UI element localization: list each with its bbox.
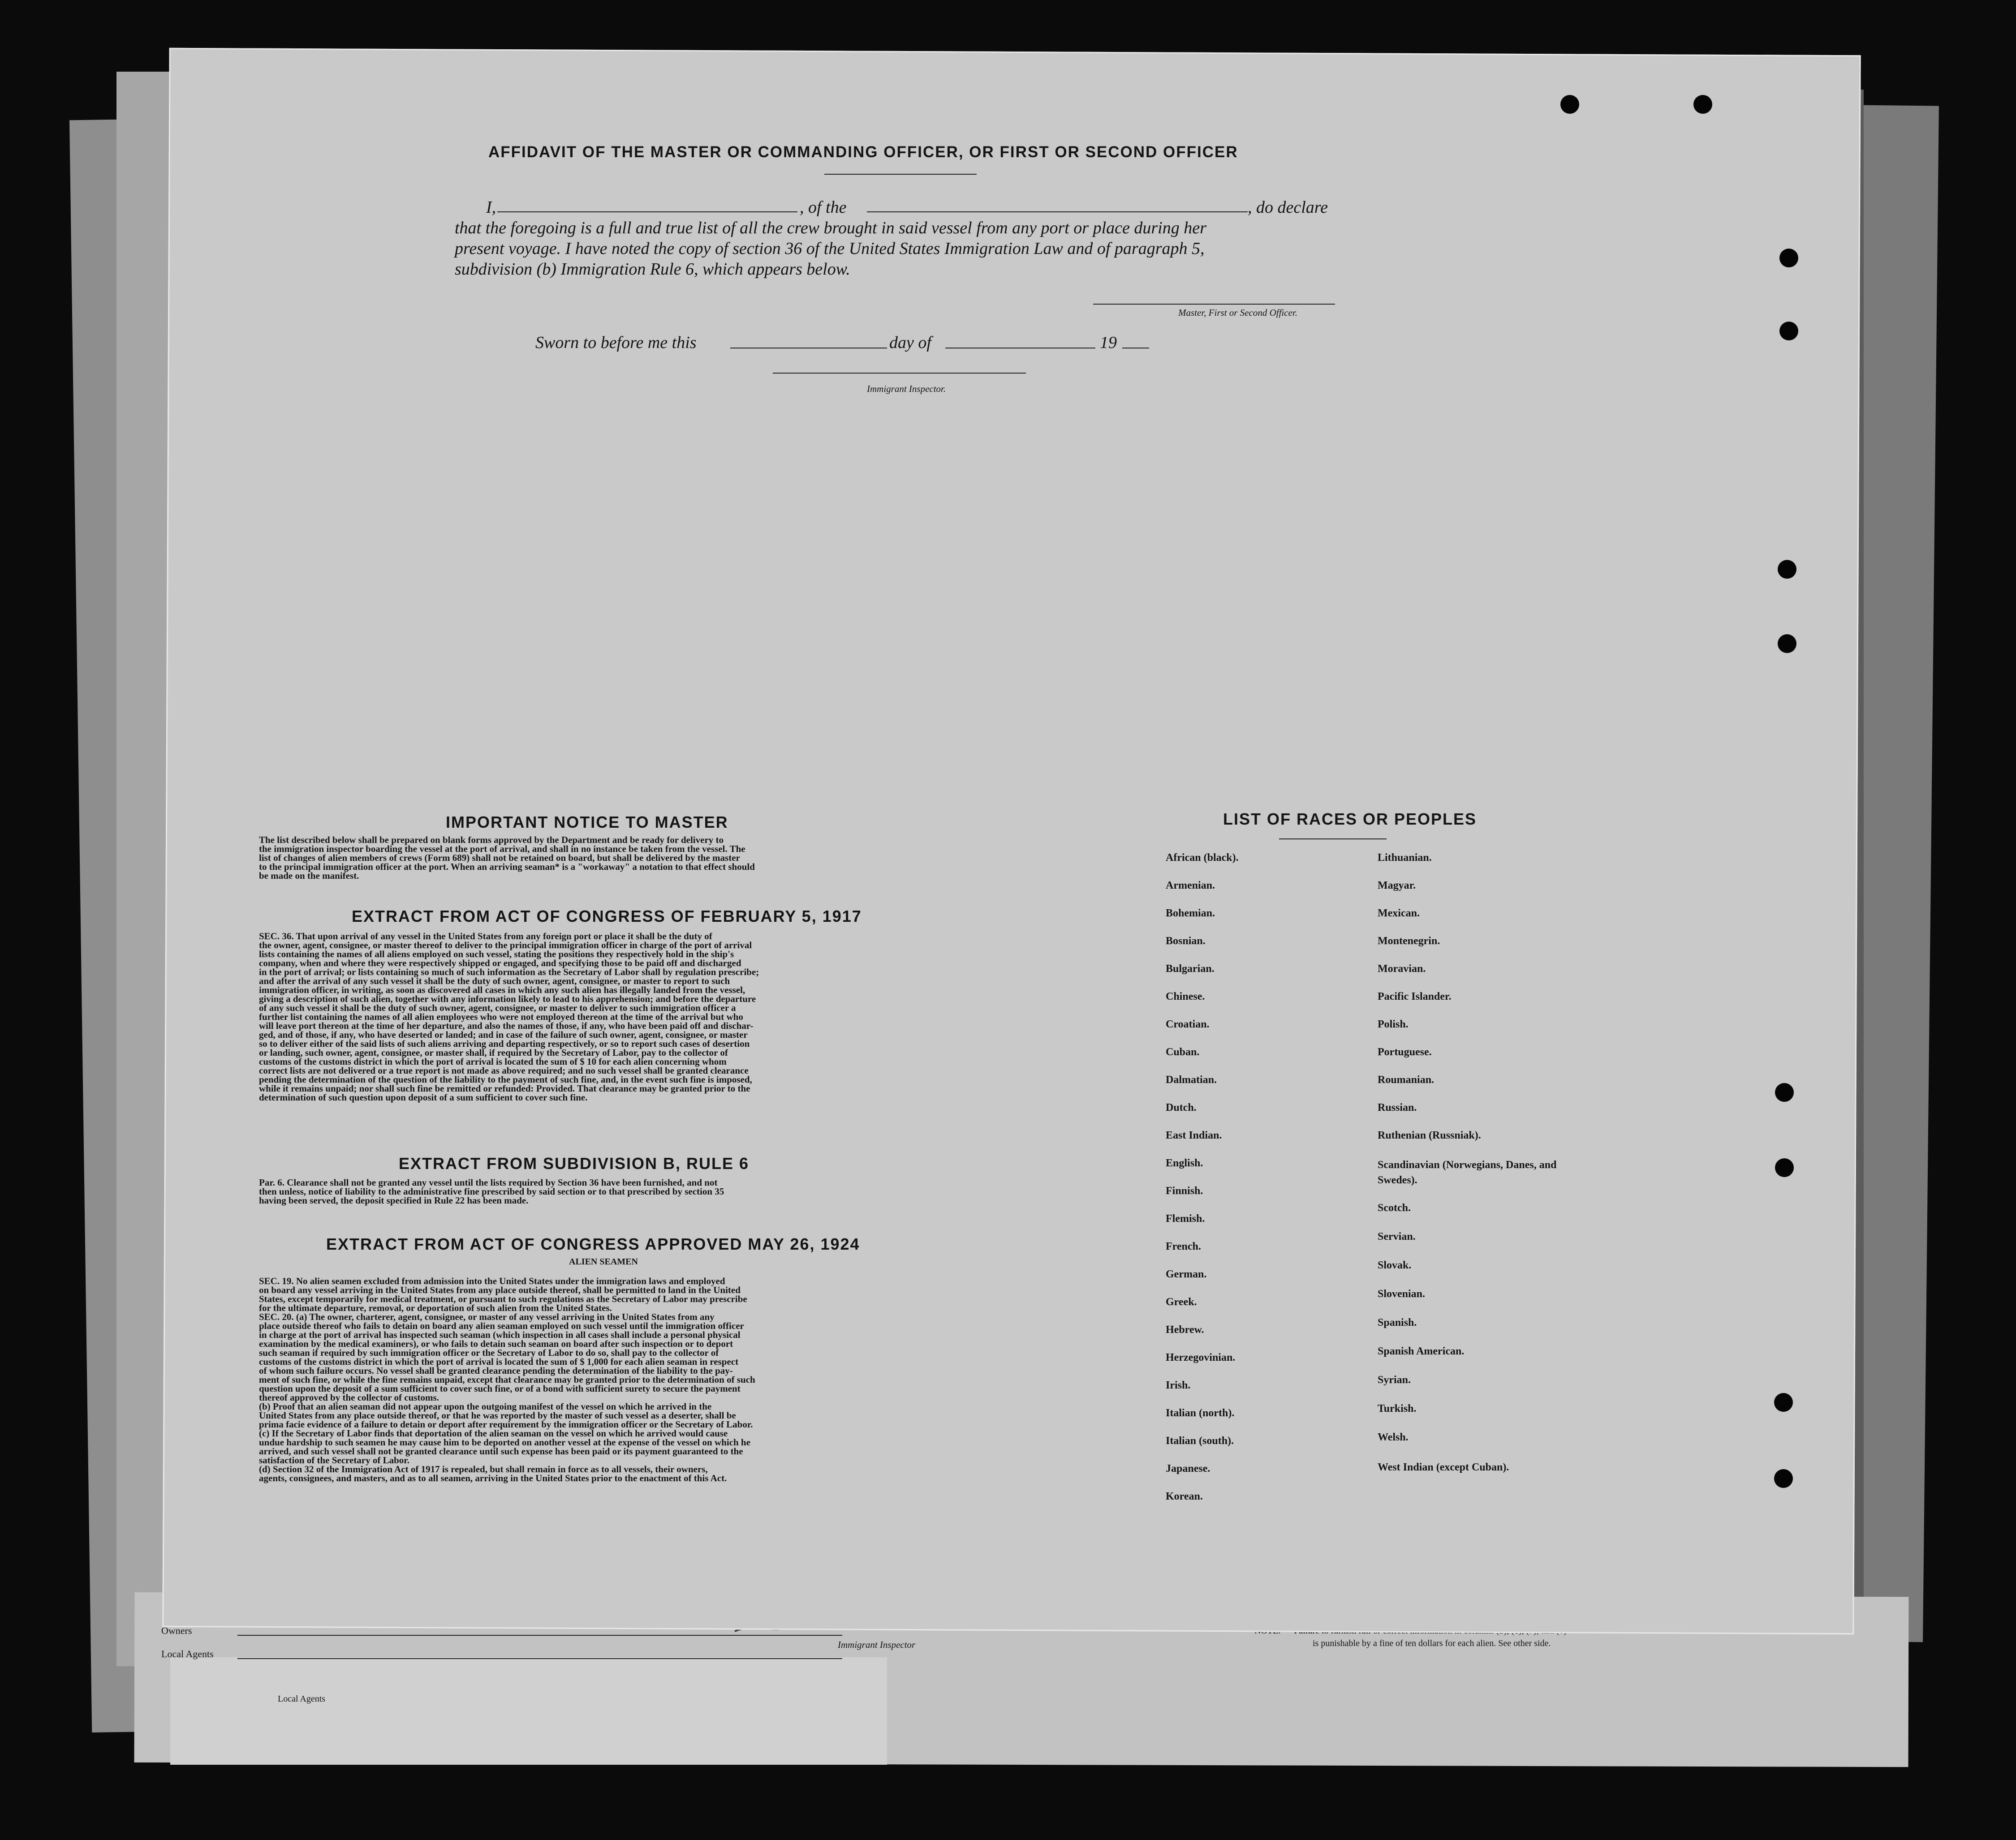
race-item: Montenegrin. xyxy=(1378,935,1440,947)
alien-seamen-subtitle: ALIEN SEAMEN xyxy=(569,1257,638,1267)
extract-line: ment of such fine, or while the fine remains unpaid, except that clearance may be granted prior to the determination of such xyxy=(259,1374,755,1385)
extract-line: further list containing the names of all alien employees who were not employed thereon at the time of the arrival but who xyxy=(259,1011,743,1022)
immigrant-inspector-caption: Immigrant Inspector. xyxy=(867,383,946,394)
race-item: Dalmatian. xyxy=(1166,1074,1217,1086)
race-item: Russian. xyxy=(1378,1102,1417,1113)
sworn-text: Sworn to before me this xyxy=(535,333,697,352)
race-item: Ruthenian (Russniak). xyxy=(1378,1130,1481,1141)
note-line-2: is punishable by a fine of ten dollars for each alien. See other side. xyxy=(1313,1638,1551,1648)
vessel-name-line xyxy=(867,211,1248,212)
underlying-form-bottom-2 xyxy=(170,1657,887,1765)
extract-line: place outside thereof who fails to detain on board any alien seaman employed on such vessel until the immigration officer xyxy=(259,1320,744,1331)
inspector-caption-bottom: Immigrant Inspector xyxy=(838,1639,916,1650)
extract-line: such seaman if required by such immigration officer or the Secretary of Labor to do so, shall pay to the collector of xyxy=(259,1347,719,1358)
race-item: Dutch. xyxy=(1166,1102,1197,1113)
affidavit-line-3: present voyage. I have noted the copy of section 36 of the United States Immigration Law and of paragraph 5, xyxy=(455,239,1205,258)
extract-line: or landing, such owner, agent, consignee, or master shall, if required by the Secretary of Labor, pay to the collector of xyxy=(259,1047,728,1058)
extract-line: (d) Section 32 of the Immigration Act of 1917 is repealed, but shall remain in force as to all vessels, their owners, xyxy=(259,1464,708,1475)
race-item: Herzegovinian. xyxy=(1166,1352,1236,1363)
race-item: Pacific Islander. xyxy=(1378,991,1452,1002)
affidavit-do-declare: , do declare xyxy=(1248,198,1328,217)
extract-line: SEC. 36. That upon arrival of any vessel in the United States from any foreign port or place it shall be the duty of xyxy=(259,931,712,941)
owners-label: Owners xyxy=(161,1625,192,1636)
race-item: French. xyxy=(1166,1241,1201,1252)
race-item: Roumanian. xyxy=(1378,1074,1434,1086)
race-item: Flemish. xyxy=(1166,1213,1205,1225)
extract-line: of whom such failure occurs. No vessel shall be granted clearance pending the determination of the liability to the pay- xyxy=(259,1365,733,1376)
extract-line: undue hardship to such seamen he may cause him to be deported on another vessel at the expense of the vessel on which he xyxy=(259,1437,750,1448)
race-item: Bohemian. xyxy=(1166,907,1215,919)
extract-line: States, except temporarily for medical treatment, or pursuant to such regulations as the Secretary of Labor may prescribe xyxy=(259,1294,747,1304)
race-item: Portuguese. xyxy=(1378,1046,1432,1058)
extract-line: in charge at the port of arrival has inspected such seaman (which inspection in all cases shall include a personal physical xyxy=(259,1329,741,1340)
extract-line: pending the determination of the question of the liability to the payment of such fine, and, in the event such fine is imposed, xyxy=(259,1074,752,1085)
sworn-day-of: day of xyxy=(889,333,931,352)
extract-line: customs of the customs district in which the port of arrival is located the sum of $ 10 for each alien concerning whom xyxy=(259,1056,727,1067)
race-item: Spanish American. xyxy=(1378,1346,1465,1357)
race-item: Greek. xyxy=(1166,1296,1197,1308)
race-item: Croatian. xyxy=(1166,1019,1210,1030)
punch-hole xyxy=(1779,249,1798,267)
race-item: English. xyxy=(1166,1157,1203,1169)
races-title-rule xyxy=(1279,838,1387,839)
extract-1924-body xyxy=(259,1277,944,1483)
extract-line: arrived, and such vessel shall not be granted clearance until such expense has been paid or its payment guaranteed to the xyxy=(259,1446,743,1457)
extract-line: while it remains unpaid; nor shall such fine be remitted or refunded: Provided. That clearance may be granted prior to the xyxy=(259,1083,750,1094)
affidavit-line-2: that the foregoing is a full and true list of all the crew brought in said vessel from any port or place during her xyxy=(455,219,1206,237)
race-item: Syrian. xyxy=(1378,1374,1411,1386)
notice-line: The list described below shall be prepared on blank forms approved by the Department and be ready for delivery to xyxy=(259,834,724,845)
punch-hole xyxy=(1693,95,1712,114)
race-item: Polish. xyxy=(1378,1019,1409,1030)
extract-line: will leave port thereon at the time of her departure, and also the names of those, if any, who have been paid off and dischar- xyxy=(259,1020,754,1031)
extract-line: question upon the deposit of a sum sufficient to cover such fine, or of a bond with sufficient surety to secure the payment xyxy=(259,1383,741,1394)
race-item: Spanish. xyxy=(1378,1317,1417,1328)
extract-line: SEC. 20. (a) The owner, charterer, agent, consignee, or master of any vessel arriving in the United States from any xyxy=(259,1311,715,1322)
immigrant-inspector-line xyxy=(773,373,1026,374)
race-item: Korean. xyxy=(1166,1491,1203,1502)
race-item: Slovenian. xyxy=(1378,1288,1426,1300)
local-agents-line xyxy=(237,1658,842,1659)
extract-line: (b) Proof that an alien seaman did not appear upon the outgoing manifest of the vessel on which he arrived in the xyxy=(259,1401,712,1412)
extract-line: (c) If the Secretary of Labor finds that deportation of the alien seaman on the vessel on which he arrived would cause xyxy=(259,1428,728,1439)
extract-line: company, when and where they were respectively shipped or engaged, and specifying those to be paid off and discharged xyxy=(259,958,741,968)
extract-line: agents, consignees, and masters, and as to all seamen, arriving in the United States prior to the enactment of this Act. xyxy=(259,1473,727,1483)
affidavit-title-rule xyxy=(824,174,977,175)
race-item: West Indian (except Cuban). xyxy=(1378,1462,1509,1473)
extract-line: of any such vessel it shall be the duty of such owner, agent, consignee, or master to deliver to such immigration officer a xyxy=(259,1002,736,1013)
extract-line: so to deliver either of the said lists of such aliens arriving and departing respectively, or so to report such cases of desertion xyxy=(259,1038,750,1049)
extract-1917-title: EXTRACT FROM ACT OF CONGRESS OF FEBRUARY 5, 1917 xyxy=(352,907,862,925)
race-item: Scotch. xyxy=(1378,1202,1411,1214)
race-item: Armenian. xyxy=(1166,880,1215,891)
master-signature-line xyxy=(1093,304,1335,305)
affidavit-i: I, xyxy=(486,198,496,217)
extract-line: giving a description of such alien, together with any information likely to lead to his apprehension; and before the departure xyxy=(259,993,756,1004)
extract-line: examination by the medical examiners), or who fails to detain such seaman on board after such inspection or to deport xyxy=(259,1338,733,1349)
race-item: Mexican. xyxy=(1378,907,1420,919)
punch-hole xyxy=(1774,1393,1793,1412)
race-item: Bosnian. xyxy=(1166,935,1206,947)
punch-hole xyxy=(1775,1158,1794,1177)
affidavit-of-the: , of the xyxy=(800,198,847,217)
affidavit-title: AFFIDAVIT OF THE MASTER OR COMMANDING OFFICER, OR FIRST OR SECOND OFFICER xyxy=(488,143,1238,161)
race-item: African (black). xyxy=(1166,852,1239,864)
extract-line: determination of such question upon deposit of a sum sufficient to cover such fine. xyxy=(259,1092,588,1103)
notice-line: list of changes of alien members of crews (Form 689) shall not be retained on board, but shall be delivered by the master xyxy=(259,852,740,863)
notice-line: the immigration inspector boarding the vessel at the port of arrival, and shall in no instance be taken from the vessel. The xyxy=(259,843,745,854)
extract-line: the owner, agent, consignee, or master thereof to deliver to the principal immigration officer in charge of the port of arrival xyxy=(259,940,752,950)
rule6-body xyxy=(259,1178,944,1205)
punch-hole xyxy=(1779,322,1798,340)
extract-line: satisfaction of the Secretary of Labor. xyxy=(259,1455,409,1466)
race-item: German. xyxy=(1166,1268,1207,1280)
extract-line: and after the arrival of any such vessel it shall be the duty of such owner, agent, consignee, or master to report to such xyxy=(259,976,730,986)
rule6-line: having been served, the deposit specified in Rule 22 has been made. xyxy=(259,1195,529,1206)
affidavit-line-4: subdivision (b) Immigration Rule 6, which appears below. xyxy=(455,260,850,279)
extract-1924-title: EXTRACT FROM ACT OF CONGRESS APPROVED MAY 26, 1924 xyxy=(326,1235,860,1253)
extract-line: lists containing the names of all aliens employed on such vessel, stating the positions they respectively hold in the ship's xyxy=(259,949,734,959)
race-item: Italian (north). xyxy=(1166,1407,1235,1419)
rule6-line: then unless, notice of liability to the administrative fine prescribed by said section or to that prescribed by section 35 xyxy=(259,1186,724,1197)
race-item: Lithuanian. xyxy=(1378,852,1432,864)
notice-line: to the principal immigration officer at the port. When an arriving seaman* is a "workaway" a notation to that effect should xyxy=(259,861,755,872)
race-item: Italian (south). xyxy=(1166,1435,1234,1447)
race-item: Slovak. xyxy=(1378,1260,1412,1271)
race-item: Irish. xyxy=(1166,1380,1191,1391)
extract-1917-body xyxy=(259,932,944,1102)
extract-line: immigration officer, in writing, as soon as discovered all cases in which any such alien has illegally landed from the vessel, xyxy=(259,984,745,995)
race-item: Bulgarian. xyxy=(1166,963,1215,975)
notice-title: IMPORTANT NOTICE TO MASTER xyxy=(446,813,728,831)
local-agents-label-2: Local Agents xyxy=(278,1694,326,1704)
punch-hole xyxy=(1774,1469,1793,1488)
races-title: LIST OF RACES OR PEOPLES xyxy=(1223,810,1477,828)
race-item: Japanese. xyxy=(1166,1463,1210,1475)
rule6-line: Par. 6. Clearance shall not be granted any vessel until the lists required by Section 36 have been furnished, and not xyxy=(259,1177,718,1188)
punch-hole xyxy=(1778,560,1796,579)
rule6-title: EXTRACT FROM SUBDIVISION B, RULE 6 xyxy=(399,1154,750,1173)
race-item: Servian. xyxy=(1378,1231,1416,1242)
extract-line: correct lists are not delivered or a true report is not made as above required; and no such vessel shall be granted clearance xyxy=(259,1065,749,1076)
race-item: Finnish. xyxy=(1166,1185,1203,1197)
punch-hole xyxy=(1778,634,1796,653)
race-item: Turkish. xyxy=(1378,1403,1417,1414)
punch-hole xyxy=(1775,1083,1794,1102)
sworn-year-prefix: 19 xyxy=(1100,333,1117,352)
race-item: Chinese. xyxy=(1166,991,1205,1002)
race-item: Welsh. xyxy=(1378,1432,1409,1443)
punch-hole xyxy=(1560,95,1579,114)
extract-line: thereof approved by the collector of customs. xyxy=(259,1392,439,1403)
master-caption: Master, First or Second Officer. xyxy=(1178,307,1297,318)
race-item: East Indian. xyxy=(1166,1130,1222,1141)
races-col-2 xyxy=(1378,852,1570,1489)
declarant-name-line xyxy=(497,211,797,212)
notice-body xyxy=(259,835,944,880)
extract-line: SEC. 19. No alien seamen excluded from admission into the United States under the immigration laws and employed xyxy=(259,1276,725,1286)
local-agents-label: Local Agents xyxy=(161,1648,214,1659)
race-item: Cuban. xyxy=(1166,1046,1200,1058)
extract-line: United States from any place outside thereof, or that he was reported by the master of such vessel as a deserter, shall be xyxy=(259,1410,736,1421)
race-item: Scandinavian (Norwegians, Danes, and Swedes). xyxy=(1378,1159,1557,1186)
races-col-1 xyxy=(1166,852,1239,1518)
extract-line: ged, and of those, if any, who have deserted or landed; and in case of the failure of such owner, agent, consignee, or master xyxy=(259,1029,748,1040)
race-item: Moravian. xyxy=(1378,963,1426,975)
race-item: Magyar. xyxy=(1378,880,1416,891)
extract-line: in the port of arrival; or lists containing so much of such information as the Secretary of Labor shall by regulation prescribe; xyxy=(259,967,759,977)
race-item: Hebrew. xyxy=(1166,1324,1204,1336)
extract-line: for the ultimate departure, removal, or deportation of such alien from the United States. xyxy=(259,1303,612,1313)
extract-line: on board any vessel arriving in the United States from any place outside thereof, shall be permitted to land in the United xyxy=(259,1285,741,1295)
notice-line: be made on the manifest. xyxy=(259,870,359,881)
extract-line: prima facie evidence of a failure to detain or deport after requirement by the immigration officer or the Secretary of Labor. xyxy=(259,1419,753,1430)
extract-line: customs of the customs district in which the port of arrival is located the sum of $ 1,000 for each alien seaman in respect xyxy=(259,1356,739,1367)
